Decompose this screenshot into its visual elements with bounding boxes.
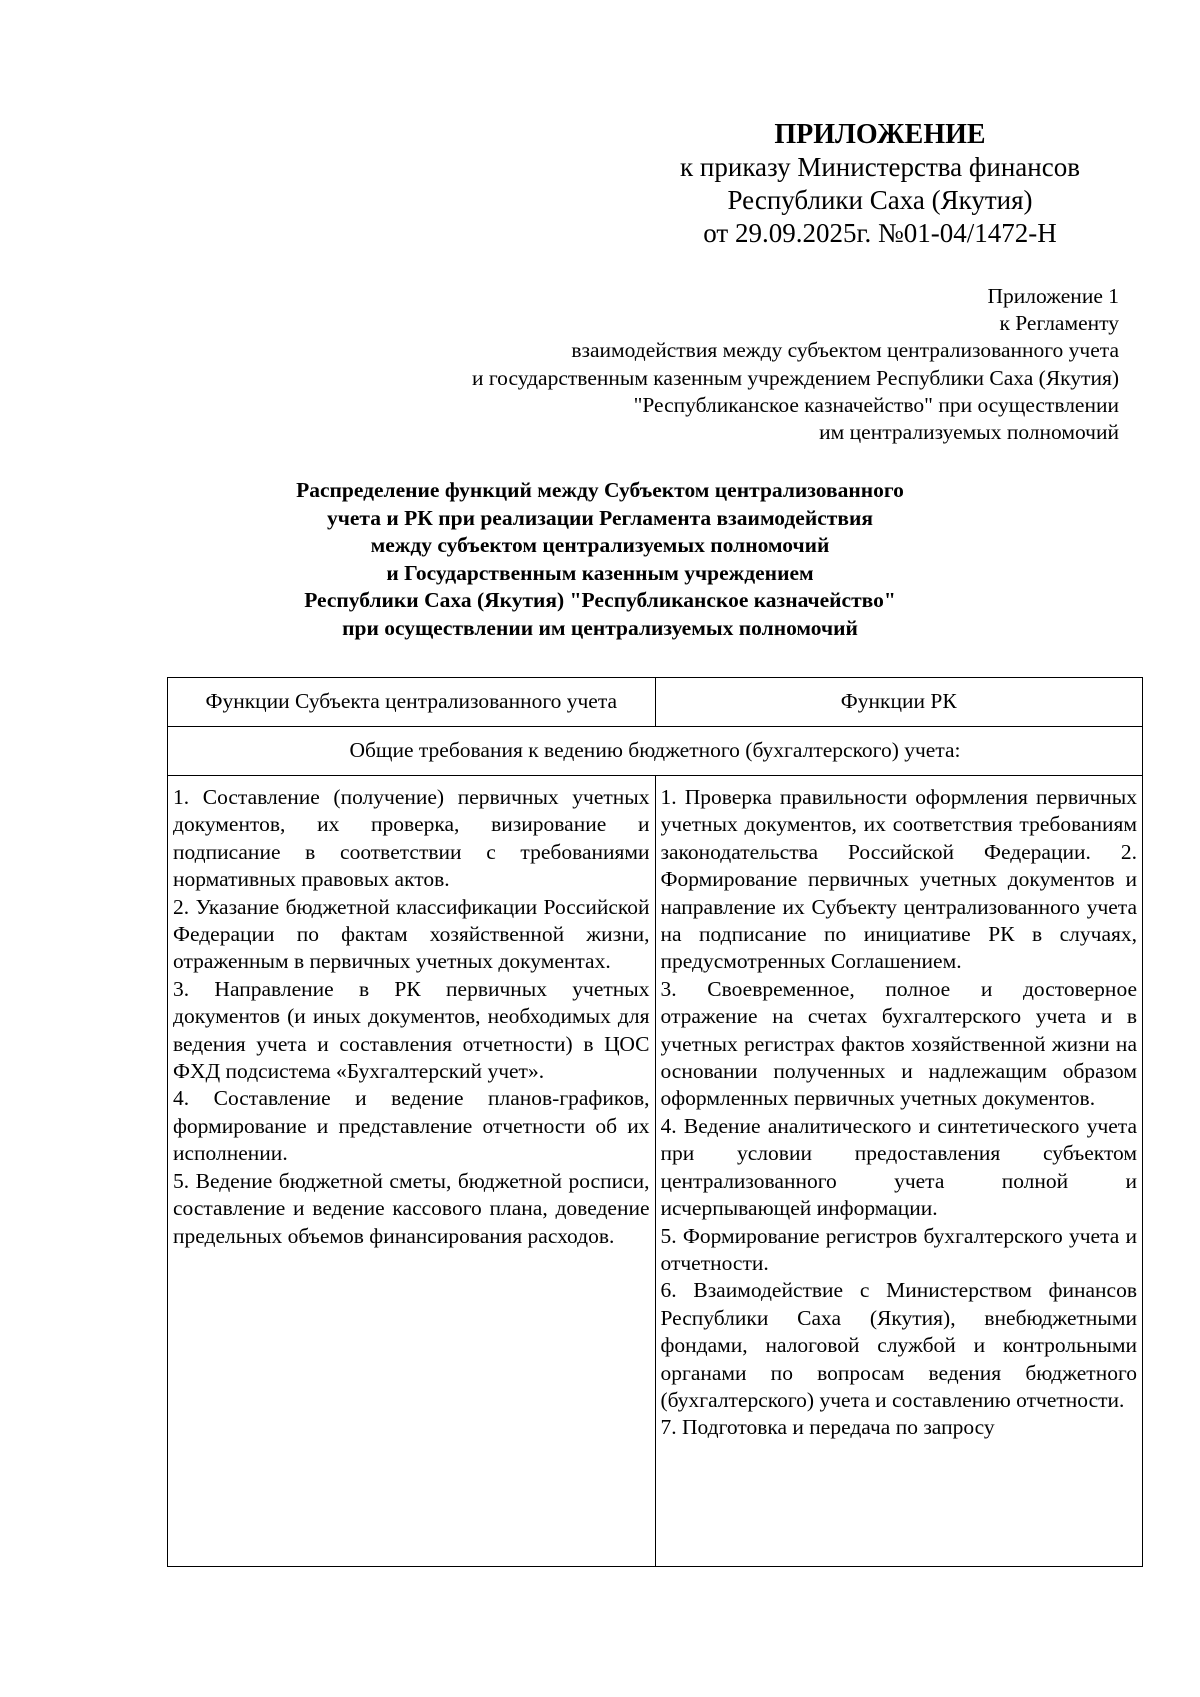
- list-item: 7. Подготовка и передача по запросу: [660, 1415, 995, 1440]
- list-item: 3. Своевременное, полное и достоверное отражение на счетах бухгалтерского учета и в учетных регистрах фактов хозяйственной жизни на основании полученных и надлежащим образом оформленных первичных учетных документов.: [660, 976, 1137, 1111]
- list-item: 1. Составление (получение) первичных учетных документов, их проверка, визирование и подписание в соответствии с требованиями нормативных правовых актов.: [173, 785, 650, 892]
- appendix-line: Республики Саха (Якутия): [727, 185, 1033, 215]
- list-item: 5. Ведение бюджетной сметы, бюджетной росписи, составление и ведение кассового плана, доведение предельных объемов финансирования расходов.: [173, 1168, 650, 1248]
- appendix-title: ПРИЛОЖЕНИЕ: [774, 119, 986, 150]
- header-rk-functions: Функции РК: [655, 678, 1143, 727]
- functions-table: [167, 677, 1143, 1567]
- title-line: учета и РК при реализации Регламента взаимодействия: [327, 505, 873, 530]
- list-item: 4. Составление и ведение планов-графиков, формирование и представление отчетности об их исполнении.: [173, 1086, 650, 1166]
- title-line: Распределение функций между Субъектом централизованного: [296, 478, 904, 502]
- section-row: [168, 727, 1143, 776]
- list-item: 3. Направление в РК первичных учетных документов (и иных документов, необходимых для ведения учета и составления отчетности) в ЦОС ФХД подсистема «Бухгалтерский учет».: [173, 976, 650, 1084]
- list-item: 4. Ведение аналитического и синтетического учета при условии предоставления субъектом централизованного учета полной и исчерпывающей информации.: [660, 1113, 1137, 1221]
- appendix-line: к приказу Министерства финансов: [680, 152, 1080, 182]
- list-item: 2. Указание бюджетной классификации Российской Федерации по фактам хозяйственной жизни, отраженным в первичных учетных документах.: [173, 894, 650, 974]
- annex-line: и государственным казенным учреждением Республики Саха (Якутия): [472, 365, 1119, 390]
- header-subject-functions: Функции Субъекта централизованного учета: [168, 678, 656, 727]
- title-line: Республики Саха (Якутия) "Республиканское казначейство": [304, 588, 896, 612]
- subject-functions-cell: [168, 776, 656, 1567]
- appendix-line: от 29.09.2025г. №01-04/1472-Н: [703, 218, 1057, 248]
- title-line: при осуществлении им централизуемых полномочий: [342, 615, 858, 640]
- list-item: 5. Формирование регистров бухгалтерского учета и отчетности.: [660, 1223, 1137, 1275]
- annex-line: им централизуемых полномочий: [819, 420, 1119, 445]
- table-row: [168, 776, 1143, 1567]
- document-title: [170, 477, 1030, 642]
- annex-line: к Регламенту: [999, 311, 1119, 336]
- annex-line: взаимодействия между субъектом централизованного учета: [571, 338, 1119, 363]
- annex-reference: [299, 283, 1119, 446]
- list-item: 1. Проверка правильности оформления первичных учетных документов, их соответствия требованиям законодательства Российской Федерации. 2. Формирование первичных учетных документов и направление их Субъекту централизованного учета на подписание по инициативе РК в случаях, предусмотренных Соглашением.: [660, 785, 1137, 974]
- annex-line: Приложение 1: [987, 284, 1119, 308]
- list-item: 6. Взаимодействие с Министерством финансов Республики Саха (Якутия), внебюджетными фондами, налоговой службой и контрольными органами по вопросам ведения бюджетного (бухгалтерского) учета и составлению отчетности.: [660, 1278, 1137, 1412]
- annex-line: "Республиканское казначейство" при осуществлении: [633, 392, 1119, 417]
- title-line: между субъектом централизуемых полномочий: [370, 533, 830, 557]
- appendix-header: [560, 118, 1200, 250]
- table-header-row: [168, 678, 1143, 727]
- section-title: Общие требования к ведению бюджетного (бухгалтерского) учета:: [168, 727, 1143, 776]
- rk-functions-cell: [655, 776, 1143, 1567]
- title-line: и Государственным казенным учреждением: [386, 560, 814, 585]
